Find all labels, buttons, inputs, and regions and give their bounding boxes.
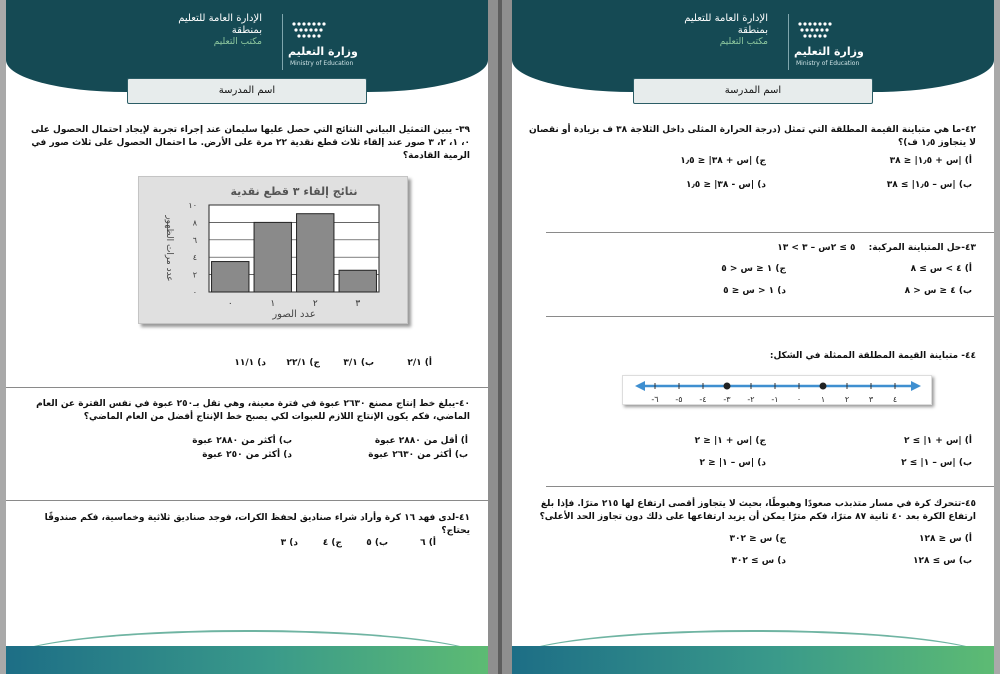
office-label: مكتب التعليم xyxy=(213,37,262,47)
q42-option-c[interactable]: ج) |س + ٣٨| ≤ ١٫٥ xyxy=(680,156,766,166)
number-line-label: -٥ xyxy=(675,395,683,404)
number-line-label: -٤ xyxy=(699,395,707,404)
ministry-logo-icon xyxy=(290,20,330,42)
q43-option-a[interactable]: أ) ٤ > س ≥ ٨ xyxy=(910,264,972,274)
q44-option-c[interactable]: ج) |س + ١| ≤ ٢ xyxy=(694,436,766,446)
chart-x-tick-label: ٠ xyxy=(227,299,233,309)
left-page xyxy=(6,0,488,674)
chart-bar xyxy=(339,270,376,292)
chart-y-tick-label: ٢ xyxy=(192,270,197,280)
admin-line-1: الإدارة العامة للتعليم xyxy=(684,13,768,24)
number-line-label: -٦ xyxy=(651,395,659,404)
question-44: ٤٤- متباينة القيمة المطلقة الممثلة في الشكل: xyxy=(769,351,976,361)
chart-y-tick-label: ٤ xyxy=(192,253,197,263)
right-page xyxy=(512,0,994,674)
question-43 xyxy=(526,242,976,255)
number-line-label: ٠ xyxy=(796,395,802,404)
number-line xyxy=(622,375,932,405)
q44-option-a[interactable]: أ) |س + ١| ≥ ٢ xyxy=(904,436,972,446)
chart-bar xyxy=(212,262,249,292)
coin-toss-chart-svg xyxy=(139,177,409,325)
chart-bar xyxy=(297,214,334,292)
ministry-name-ar: وزارة التعليم xyxy=(288,45,358,58)
q39-option-b[interactable]: ب) ٣/١ xyxy=(343,358,374,368)
admin-line-2: بمنطقة xyxy=(737,25,768,36)
arrow-left-icon xyxy=(635,381,645,391)
question-41: ٤١-لدى فهد ١٦ كرة وأراد شراء صناديق لحفظ الكرات، فوجد صناديق ثلاثية وخماسية، فكم صندوقًا يحتاج؟ xyxy=(44,513,470,536)
number-line-label: -١ xyxy=(771,395,779,404)
page-divider-bar xyxy=(498,0,502,674)
chart-x-axis-label: عدد الصور xyxy=(272,309,316,320)
q42-option-a[interactable]: أ) |س + ١٫٥| ≤ ٣٨ xyxy=(889,156,972,166)
number-line-label: ١ xyxy=(820,395,826,404)
ministry-logo-icon xyxy=(796,20,836,42)
q45-option-b[interactable]: ب) س ≥ ١٢٨ xyxy=(912,556,972,566)
ministry-name-ar: وزارة التعليم xyxy=(794,45,864,58)
ministry-name-en: Ministry of Education xyxy=(796,60,860,67)
q45-option-c[interactable]: ج) س ≤ ٣٠٢ xyxy=(729,534,786,544)
header-separator xyxy=(282,14,283,70)
q43-label: ٤٣-حل المتباينة المركبة: xyxy=(868,243,976,253)
coin-toss-chart xyxy=(138,176,408,324)
school-name-field[interactable]: اسم المدرسة xyxy=(127,78,367,104)
number-line-label: -٢ xyxy=(747,395,755,404)
divider xyxy=(6,387,488,388)
q39-option-a[interactable]: أ) ٢/١ xyxy=(407,358,432,368)
chart-y-tick-label: ١٠ xyxy=(188,201,197,210)
office-label: مكتب التعليم xyxy=(719,37,768,47)
page-divider xyxy=(488,0,512,674)
admin-line-1: الإدارة العامة للتعليم xyxy=(178,13,262,24)
header-separator xyxy=(788,14,789,70)
q40-option-c[interactable]: ب) أكثر من ٢٦٣٠ عبوة xyxy=(368,450,468,460)
chart-x-tick-label: ٣ xyxy=(355,299,361,309)
q40-option-b[interactable]: ب) أكثر من ٢٨٨٠ عبوة xyxy=(192,436,292,446)
divider xyxy=(546,486,994,487)
q43-option-d[interactable]: د) ١ < س ≤ ٥ xyxy=(723,286,786,296)
question-39: ٣٩- يبين التمثيل البياني النتائج التي حصل عليها سليمان عند إجراء تجربة لإيجاد احتمال الحصول على ٠، ١، ٢، ٣ صور عند إلقاء ثلاث قطع نقدية ٢٢ مرة على الأرض. ما احتمال الحصول على ثلاث صور في الرمية القادمة؟ xyxy=(31,125,470,161)
number-line-endpoint xyxy=(820,383,827,390)
q40-option-d[interactable]: د) أكثر من ٢٥٠ عبوة xyxy=(202,450,292,460)
q43-option-c[interactable]: ج) ١ ≤ س < ٥ xyxy=(721,264,786,274)
page-footer xyxy=(6,646,488,674)
q40-option-a[interactable]: أ) أقل من ٢٨٨٠ عبوة xyxy=(374,436,468,446)
chart-x-tick-label: ١ xyxy=(270,299,276,309)
chart-title: نتائج إلقاء ٣ قطع نقدية xyxy=(230,185,358,198)
q39-option-c[interactable]: ج) ٢٢/١ xyxy=(286,358,320,368)
admin-line-2: بمنطقة xyxy=(231,25,262,36)
q44-option-b[interactable]: ب) |س – ١| ≥ ٢ xyxy=(901,458,972,468)
divider xyxy=(546,232,994,233)
q43-option-b[interactable]: ب) ٤ ≤ س < ٨ xyxy=(904,286,972,296)
school-name-field[interactable]: اسم المدرسة xyxy=(633,78,873,104)
q41-option-c[interactable]: ج) ٤ xyxy=(322,538,342,548)
q43-inequality: ٥ ≥ ٢س – ٣ > ١٣ xyxy=(777,243,856,253)
question-42: ٤٢-ما هي متباينة القيمة المطلقة التي تمثل (درجة الحرارة المثلى داخل الثلاجة ٣٨ ف بزيادة أو نقصان لا يتجاوز ١٫٥ ف)؟ xyxy=(529,125,976,148)
q45-option-a[interactable]: أ) س ≤ ١٢٨ xyxy=(918,534,972,544)
number-line-svg xyxy=(623,376,933,406)
chart-y-tick-label: ٦ xyxy=(192,235,197,245)
chart-y-axis-label: عدد مرات الظهور xyxy=(164,215,174,282)
number-line-label: ٢ xyxy=(844,395,850,404)
chart-x-tick-label: ٢ xyxy=(312,299,318,309)
number-line-label: ٣ xyxy=(868,395,874,404)
question-45: ٤٥-تتحرك كرة في مسار متذبذب صعودًا وهبوطًا، بحيث لا يتجاوز أقصى ارتفاع لها ٢١٥ مترًا. فإذا بلغ ارتفاع الكرة بعد ٤٠ ثانية ٨٧ مترًا، فكم مترًا يمكن أن يزيد ارتفاعها على ذلك دون تجاوز الحد الأعلى؟ xyxy=(539,499,976,522)
q42-option-b[interactable]: ب) |س – ١٫٥| ≥ ٣٨ xyxy=(886,180,972,190)
q41-option-b[interactable]: ب) ٥ xyxy=(366,538,388,548)
q44-option-d[interactable]: د) |س – ١| ≤ ٢ xyxy=(699,458,766,468)
page-footer xyxy=(512,646,994,674)
number-line-label: ٤ xyxy=(892,395,898,404)
arrow-right-icon xyxy=(911,381,921,391)
chart-y-tick-label: ٠ xyxy=(192,288,197,297)
chart-y-tick-label: ٨ xyxy=(192,218,197,228)
number-line-endpoint xyxy=(724,383,731,390)
divider xyxy=(6,500,488,501)
question-40: ٤٠-يبلغ خط إنتاج مصنع ٢٦٣٠ عبوة في فترة معينة، وهي تقل بـ٢٥٠ عبوة في نفس الفترة عن العام الماضي، فكم يكون الإنتاج اللازم للعبوات لكي يصبح خط الإنتاج أفضل من العام الماضي؟ xyxy=(36,399,470,422)
q41-option-a[interactable]: أ) ٦ xyxy=(420,538,436,548)
ministry-name-en: Ministry of Education xyxy=(290,60,354,67)
admin-title xyxy=(142,13,262,37)
q39-option-d[interactable]: د) ١١/١ xyxy=(234,358,266,368)
chart-bar xyxy=(254,222,291,292)
divider xyxy=(546,316,994,317)
number-line-label: -٣ xyxy=(723,395,731,404)
q41-option-d[interactable]: د) ٣ xyxy=(280,538,298,548)
admin-title xyxy=(648,13,768,37)
q45-option-d[interactable]: د) س ≥ ٣٠٢ xyxy=(731,556,786,566)
q42-option-d[interactable]: د) |س - ٣٨| ≤ ١٫٥ xyxy=(685,180,766,190)
